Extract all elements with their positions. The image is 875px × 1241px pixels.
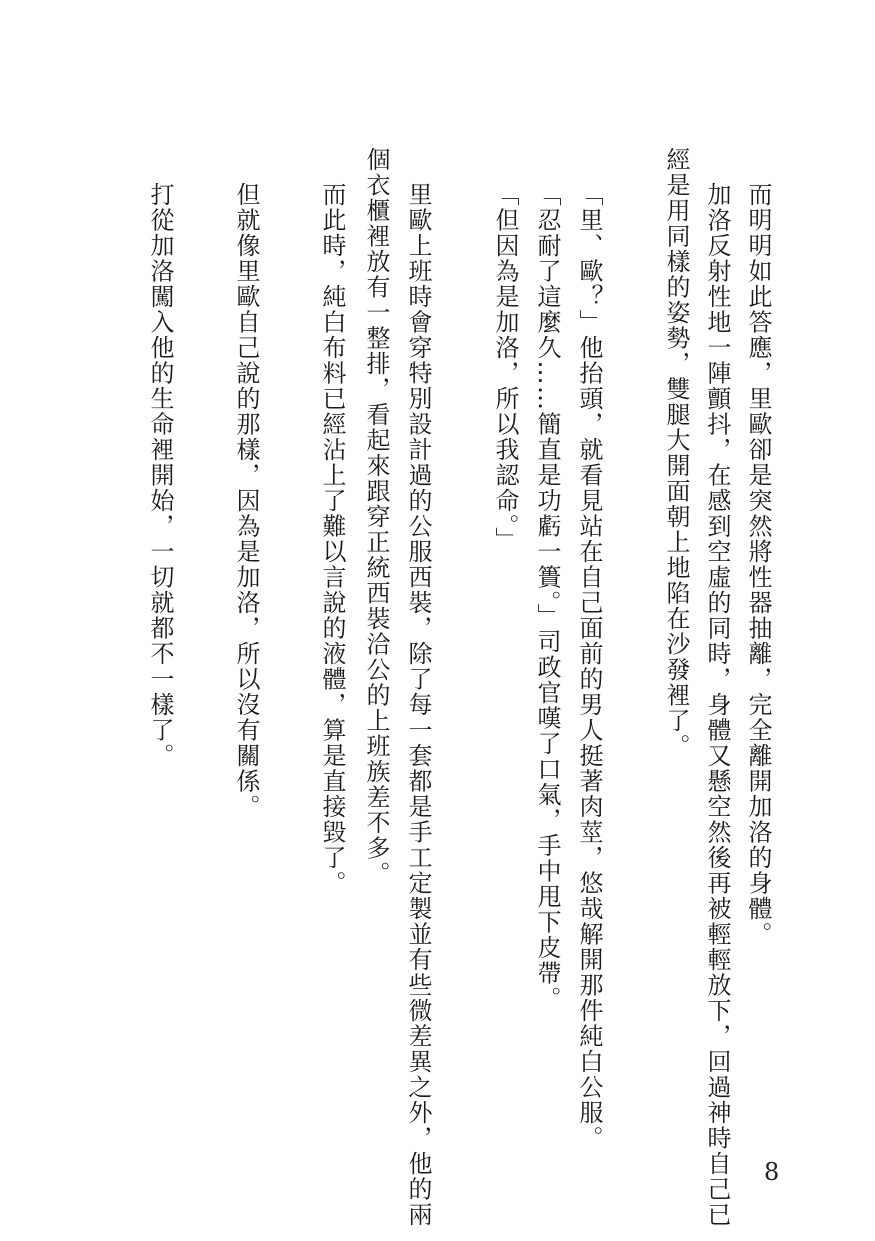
text-column-4: 「里、歐？」他抬頭，就看見站在自己面前的男人挺著肉莖，悠哉解開那件純白公服。: [575, 182, 603, 1151]
page-number: 8: [764, 1158, 780, 1186]
text-column-1: 而明明如此答應，里歐卻是突然將性器抽離，完全離開加洛的身體。: [744, 182, 772, 947]
text-column-10: 但就像里歐自己說的那樣，因為是加洛，所以沒有關係。: [232, 182, 260, 820]
text-column-11: 打從加洛闖入他的生命裡開始，一切就都不一樣了。: [146, 182, 174, 769]
text-column-5: 「忍耐了這麼久……簡直是功虧一簣。」司政官嘆了口氣，手中甩下皮帶。: [533, 182, 561, 1012]
text-column-9: 而此時，純白布料已經沾上了難以言說的液體，算是直接毀了。: [318, 182, 346, 896]
text-column-6: 「但因為是加洛，所以我認命。」: [491, 182, 519, 553]
text-column-8: 個衣櫃裡放有一整排，看起來跟穿正統西裝洽公的上班族差不多。: [362, 147, 390, 887]
text-column-3: 經是用同樣的姿勢，雙腿大開面朝上地陷在沙發裡了。: [662, 147, 690, 759]
text-column-2: 加洛反射性地一陣顫抖，在感到空虛的同時，身體又懸空然後再被輕輕放下，回過神時自己已: [703, 182, 731, 1228]
text-column-7: 里歐上班時會穿特別設計過的公服西裝，除了每一套都是手工定製並有些微差異之外，他的兩: [404, 182, 432, 1228]
